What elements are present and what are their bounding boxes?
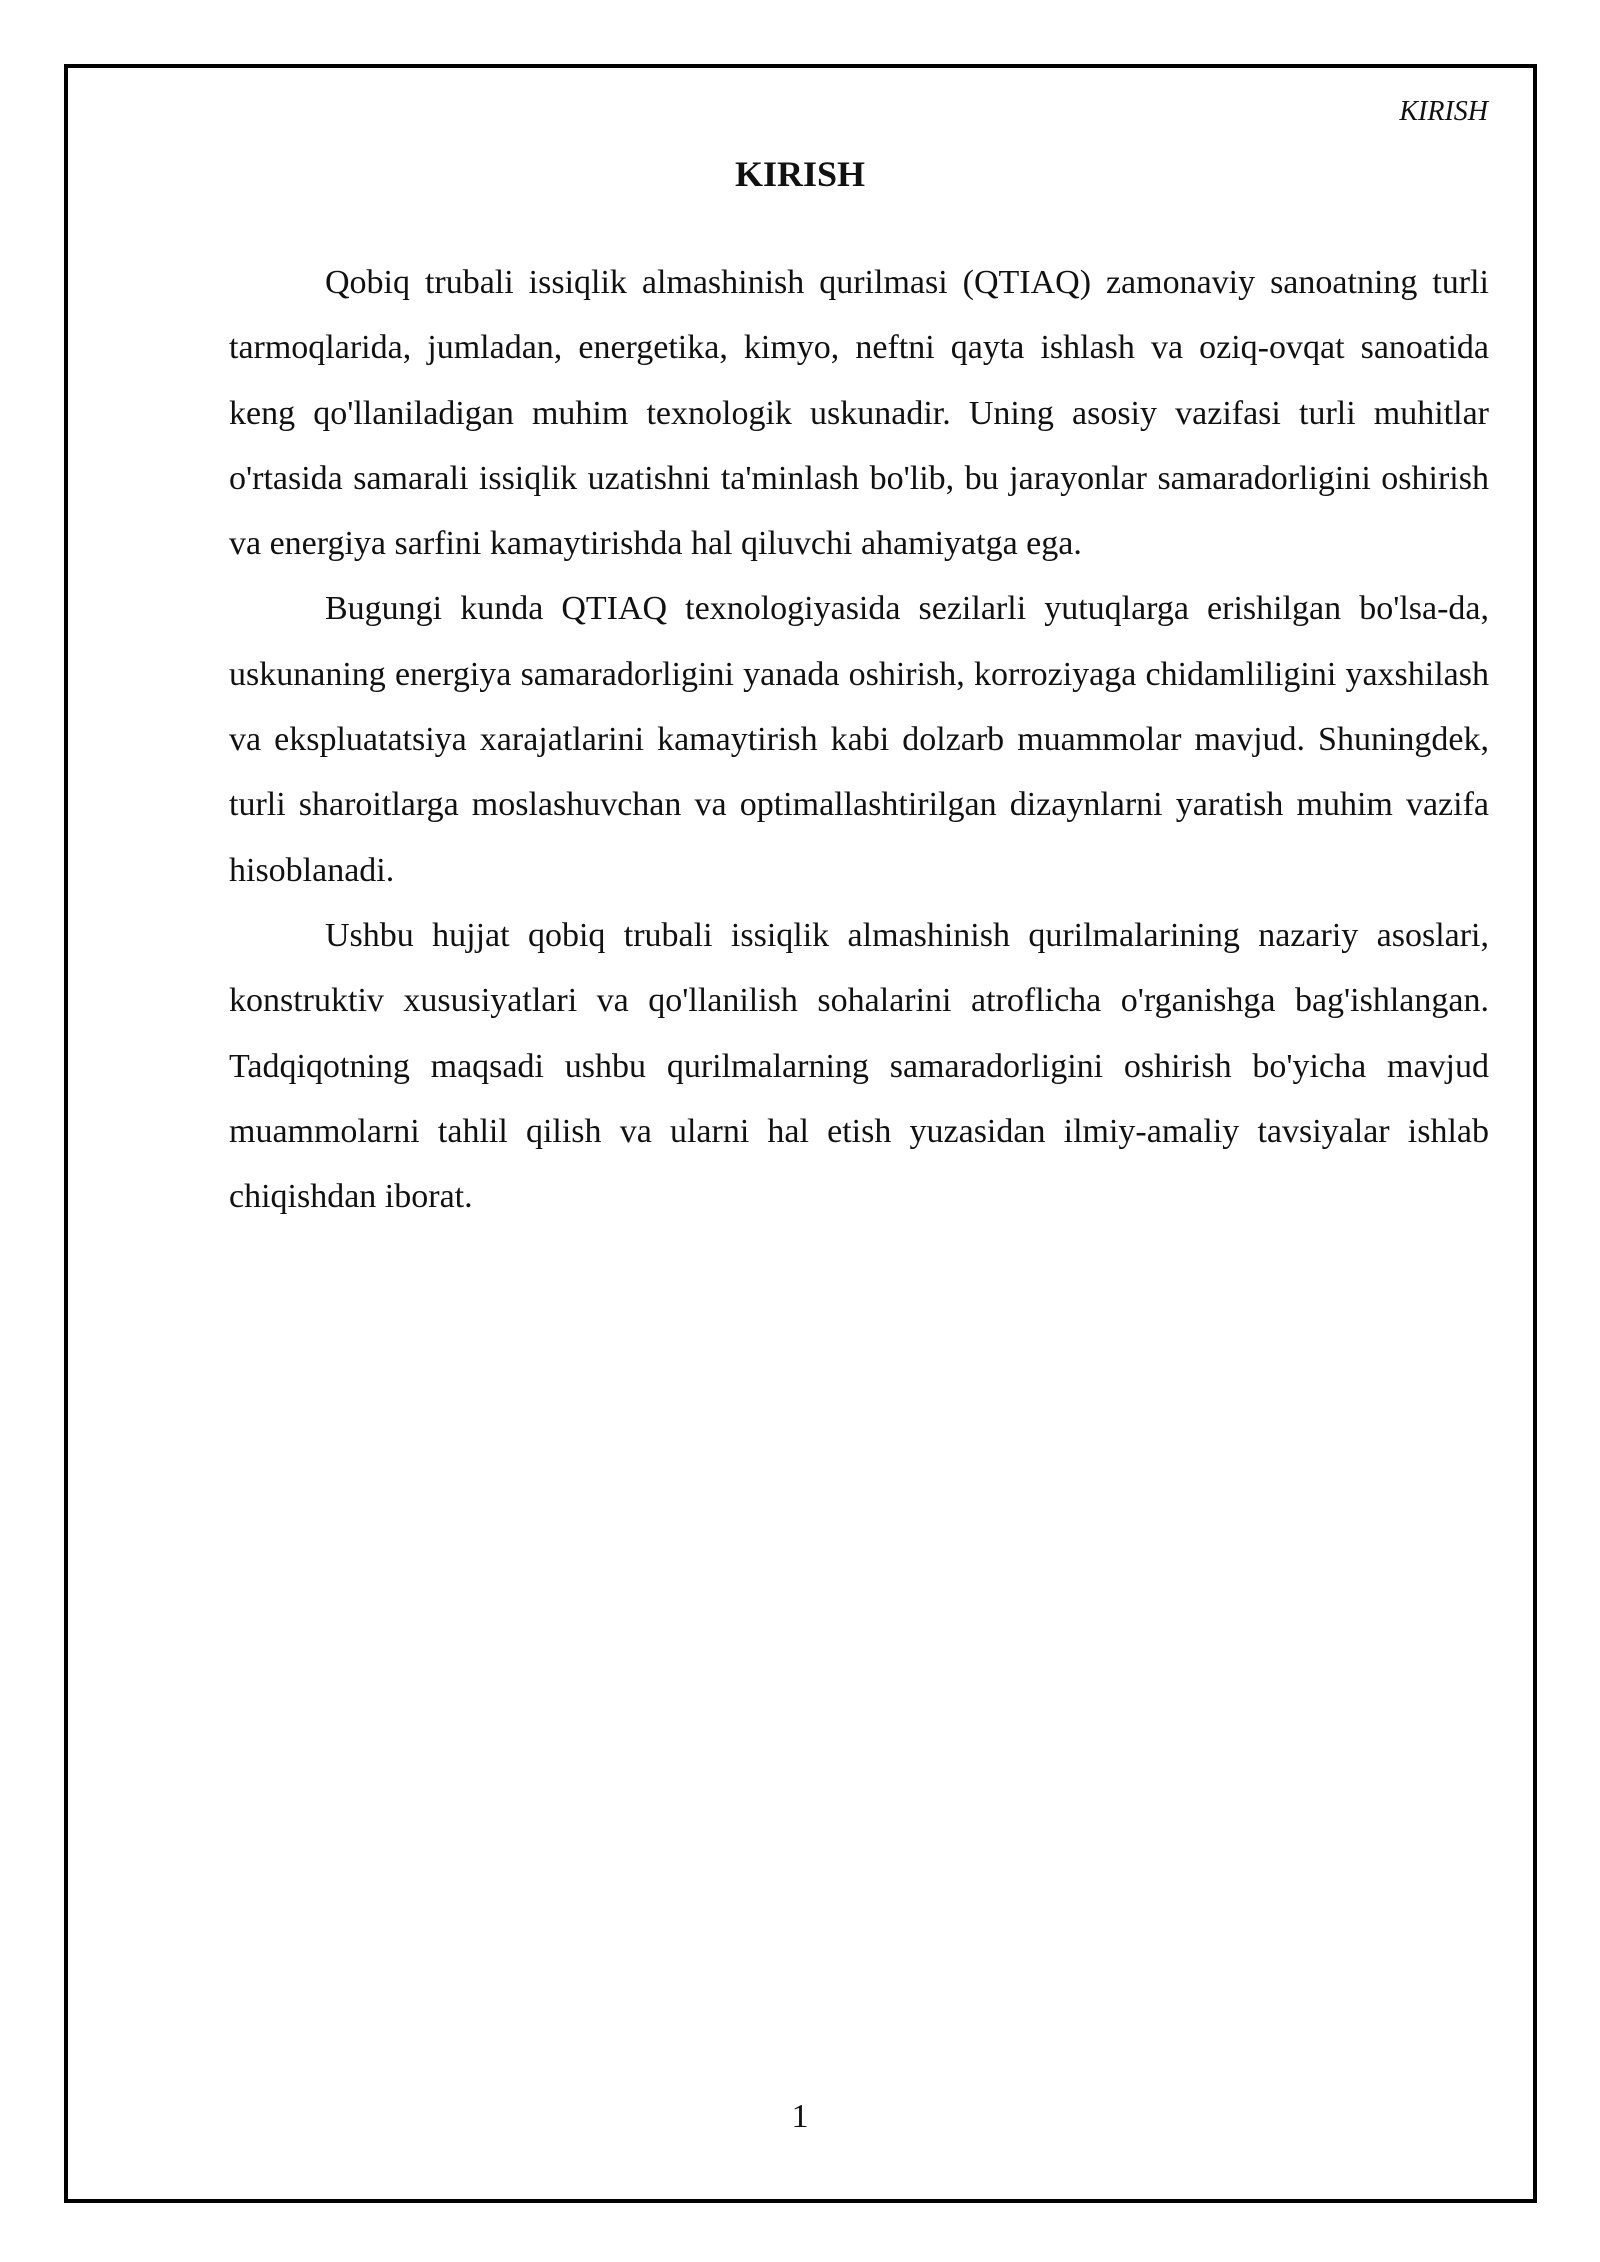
paragraph: Bugungi kunda QTIAQ texnologiyasida sezilarli yutuqlarga erishilgan bo'lsa-da, uskunaning energiya samaradorligini yanada oshirish, korroziyaga chidamliligini yaxshilash va ekspluatatsiya xarajatlarini kamaytirish kabi dolzarb muammolar mavjud. Shuningdek, turli sharoitlarga moslashuvchan va optimallashtirilgan dizaynlarni yaratish muhim vazifa hisoblanadi. [229,590,1489,889]
paragraph: Ushbu hujjat qobiq trubali issiqlik almashinish qurilmalarining nazariy asoslari, konstruktiv xususiyatlari va qo'llanilish sohalarini atroflicha o'rganishga bag'ishlangan. Tadqiqotning maqsadi ushbu qurilmalarning samaradorligini oshirish bo'yicha mavjud muammolarni tahlil qilish va ularni hal etish yuzasidan ilmiy-amaliy tavsiyalar ishlab chiqishdan iborat. [229,916,1489,1216]
body-text [229,250,1489,1229]
page-number: 1 [791,2098,809,2135]
running-header: KIRISH [1399,96,1488,127]
paragraph: Qobiq trubali issiqlik almashinish qurilmasi (QTIAQ) zamonaviy sanoatning turli tarmoqlarida, jumladan, energetika, kimyo, neftni qayta ishlash va oziq-ovqat sanoatida keng qo'llaniladigan muhim texnologik uskunadir. Uning asosiy vazifasi turli muhitlar o'rtasida samarali issiqlik uzatishni ta'minlash bo'lib, bu jarayonlar samaradorligini oshirish va energiya sarfini kamaytirishda hal qiluvchi ahamiyatga ega. [229,264,1489,563]
page-title: KIRISH [734,154,866,194]
